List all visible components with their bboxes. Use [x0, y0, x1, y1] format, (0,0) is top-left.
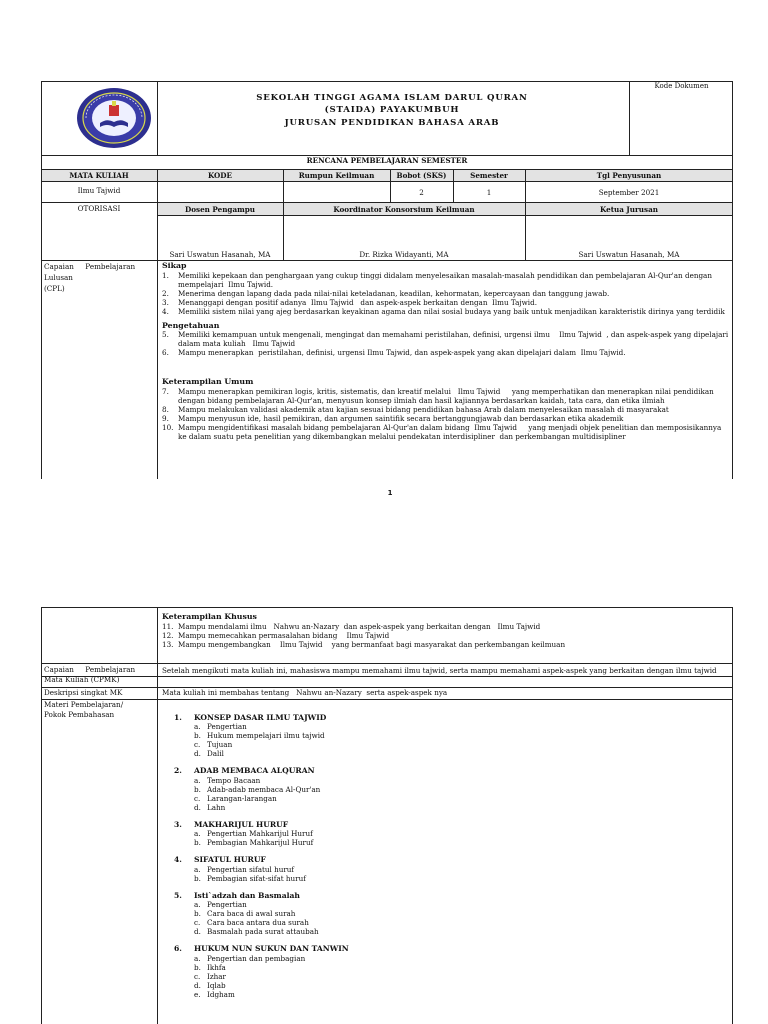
- topic-subitem: [194, 794, 574, 803]
- topic-number: 1.: [174, 713, 182, 722]
- course-bobot: 2: [419, 188, 424, 197]
- list-item: [162, 640, 730, 649]
- item-text: Mampu mendalami ilmu Nahwu an-Nazary dan aspek-aspek yang berkaitan dengan Ilmu Tajwid: [178, 621, 541, 631]
- deskripsi-label: Deskripsi singkat MK: [44, 688, 123, 697]
- materi-topics: [174, 713, 574, 1007]
- ketua-jurusan-label: Ketua Jurusan: [600, 205, 658, 214]
- col-rumpun: Rumpun Keilmuan: [298, 171, 375, 180]
- subitem-letter: a.: [194, 900, 201, 910]
- subitem-text: Izhar: [207, 971, 226, 981]
- topic-subitem: [194, 731, 574, 740]
- subitem-letter: a.: [194, 722, 201, 732]
- topic-number: 3.: [174, 819, 182, 829]
- topic-title-text: KONSEP DASAR ILMU TAJWID: [194, 713, 327, 722]
- topic-subitem: [194, 900, 574, 909]
- subitem-letter: b.: [194, 784, 201, 794]
- topic-subitem: [194, 972, 574, 981]
- item-number: 1.: [162, 270, 169, 280]
- keterampilan-umum-list: [162, 387, 730, 441]
- pengetahuan-heading: Pengetahuan: [162, 320, 220, 330]
- khusus-content: [162, 612, 730, 649]
- topic-subitem: [194, 722, 574, 731]
- subitem-text: Ikhfa: [207, 962, 226, 972]
- item-number: 2.: [162, 288, 169, 298]
- subitem-text: Pengertian dan pembagian: [207, 953, 306, 963]
- topic-subitem: [194, 785, 574, 794]
- subitem-text: Pengertian: [207, 900, 247, 910]
- topic-number: 2.: [174, 766, 182, 776]
- header-line-3: JURUSAN PENDIDIKAN BAHASA ARAB: [284, 117, 500, 128]
- subitem-letter: c.: [194, 971, 201, 981]
- list-item: [162, 348, 730, 357]
- item-number: 5.: [162, 330, 169, 340]
- list-item: [162, 289, 730, 298]
- item-text: Mampu menerapkan peristilahan, definisi, urgensi Ilmu Tajwid, dan aspek-aspek yang akan dipelajari dalam Ilmu Tajwid.: [178, 348, 626, 358]
- topic-subitems: [194, 865, 574, 883]
- topic-subitem: [194, 927, 574, 936]
- subitem-letter: b.: [194, 731, 201, 741]
- topic-title: [174, 944, 574, 953]
- topic-subitem: [194, 838, 574, 847]
- col-kode: KODE: [207, 171, 233, 180]
- topic-subitem: [194, 990, 574, 999]
- topic-block: [174, 891, 574, 936]
- item-number: 10.: [162, 423, 174, 433]
- subitem-text: Hukum mempelajari ilmu tajwid: [207, 731, 325, 741]
- header-line-2: (STAIDA) PAYAKUMBUH: [324, 105, 460, 116]
- pengetahuan-list: [162, 330, 730, 357]
- koordinator-name: Dr. Rizka Widayanti, MA: [359, 250, 449, 259]
- subitem-text: Lahn: [207, 802, 226, 812]
- subitem-text: Pembagian sifat-sifat huruf: [207, 873, 306, 883]
- institution-header: [157, 92, 627, 129]
- sikap-heading: Sikap: [162, 261, 187, 270]
- list-item: [162, 622, 730, 631]
- item-number: 13.: [162, 639, 174, 649]
- topic-subitem: [194, 803, 574, 812]
- subitem-letter: c.: [194, 918, 201, 928]
- topic-title: [174, 766, 574, 775]
- keterampilan-khusus-heading: Keterampilan Khusus: [162, 612, 257, 621]
- topic-subitems: [194, 722, 574, 758]
- subitem-letter: c.: [194, 793, 201, 803]
- subitem-text: Pengertian Mahkarijul Huruf: [207, 829, 313, 839]
- list-item: [162, 387, 730, 405]
- topic-subitems: [194, 776, 574, 812]
- item-text: Mampu menerapkan pemikiran logis, kritis, sistematis, dan kreatif melalui Ilmu Tajwid yang memperhatikan dan menerapkan nilai pendidikan dengan bidang pembelajaran Al-Qur'an, menyusun konsep ilmiah dan hasil kajiannya berdasarkan kaidah, tata cara, dan etika ilmiah: [178, 387, 717, 406]
- item-number: 6.: [162, 348, 169, 358]
- subitem-text: Idgham: [207, 989, 235, 999]
- keterampilan-khusus-list: [162, 622, 730, 649]
- keterampilan-umum-heading: Keterampilan Umum: [162, 377, 254, 387]
- cpl-content: [162, 261, 730, 441]
- subitem-letter: b.: [194, 909, 201, 919]
- topic-block: [174, 855, 574, 882]
- cpl-label: Capaian Pembelajaran Lulusan (CPL): [44, 262, 136, 293]
- subitem-letter: b.: [194, 838, 201, 848]
- dosen-pengampu-label: Dosen Pengampu: [185, 205, 255, 214]
- topic-subitem: [194, 981, 574, 990]
- course-tgl: September 2021: [598, 188, 660, 197]
- subitem-letter: a.: [194, 953, 201, 963]
- subitem-text: Basmalah pada surat attaubah: [207, 927, 319, 937]
- item-number: 11.: [162, 621, 174, 631]
- subitem-letter: a.: [194, 864, 201, 874]
- topic-block: [174, 713, 574, 758]
- subitem-letter: d.: [194, 802, 201, 812]
- list-item: [162, 405, 730, 414]
- sikap-list: [162, 271, 730, 316]
- topic-subitems: [194, 954, 574, 999]
- topic-subitems: [194, 900, 574, 936]
- topic-title: [174, 891, 574, 900]
- topic-number: 6.: [174, 944, 182, 954]
- topic-subitem: [194, 865, 574, 874]
- subitem-text: Pengertian sifatul huruf: [207, 864, 295, 874]
- cpmk-label: Capaian Pembelajaran Mata Kuliah (CPMK): [44, 665, 136, 685]
- course-name: Ilmu Tajwid: [77, 186, 121, 195]
- materi-label: Materi Pembelajaran/ Pokok Pembahasan: [44, 700, 124, 720]
- topic-subitem: [194, 963, 574, 972]
- deskripsi-text: Mata kuliah ini membahas tentang Nahwu an-Nazary serta aspek-aspek nya: [162, 688, 448, 697]
- list-item: [162, 414, 730, 423]
- ketua-name: Sari Uswatun Hasanah, MA: [578, 250, 680, 259]
- topic-subitem: [194, 740, 574, 749]
- item-text: Mampu mengembangkan Ilmu Tajwid yang bermanfaat bagi masyarakat dan perkembangan keilmuan: [178, 639, 566, 649]
- col-semester: Semester: [470, 171, 508, 180]
- item-number: 12.: [162, 630, 174, 640]
- subitem-text: Pembagian Mahkarijul Huruf: [207, 838, 314, 848]
- topic-block: [174, 944, 574, 998]
- item-text: Mampu melakukan validasi akademik atau kajian sesuai bidang pendidikan bahasa Arab dalam menyelesaikan masalah di masyarakat: [178, 405, 669, 415]
- topic-number: 5.: [174, 890, 182, 900]
- otorisasi-label: OTORISASI: [77, 204, 121, 213]
- item-text: Mampu menyusun ide, hasil pemikiran, dan argumen saintifik secara bertanggungjawab dan berdasarkan etika akademik: [178, 414, 624, 424]
- subitem-letter: d.: [194, 749, 201, 759]
- subitem-text: Larangan-larangan: [207, 793, 277, 803]
- list-item: [162, 298, 730, 307]
- list-item: [162, 423, 730, 441]
- topic-subitem: [194, 918, 574, 927]
- topic-block: [174, 766, 574, 811]
- topic-title: [174, 855, 574, 864]
- subitem-letter: d.: [194, 927, 201, 937]
- course-semester: 1: [486, 188, 492, 197]
- institution-logo: [76, 87, 152, 149]
- subitem-letter: e.: [194, 989, 201, 999]
- subitem-text: Cara baca antara dua surah: [207, 918, 309, 928]
- list-item: [162, 271, 730, 289]
- topic-title-text: HUKUM NUN SUKUN DAN TANWIN: [194, 944, 349, 954]
- subitem-text: Tujuan: [207, 740, 233, 750]
- header-line-1: SEKOLAH TINGGI AGAMA ISLAM DARUL QURAN: [256, 93, 528, 103]
- subitem-letter: a.: [194, 829, 201, 839]
- topic-block: [174, 820, 574, 847]
- col-mata-kuliah: MATA KULIAH: [69, 171, 129, 180]
- dosen-name: Sari Uswatun Hasanah, MA: [169, 250, 271, 259]
- topic-subitem: [194, 874, 574, 883]
- cpmk-text: Setelah mengikuti mata kuliah ini, mahasiswa mampu memahami ilmu tajwid, serta mampu memahami aspek-aspek yang berkaitan dengan ilmu tajwid: [162, 666, 717, 675]
- item-text: Mampu memecahkan permasalahan bidang Ilmu Tajwid: [178, 630, 390, 640]
- subitem-text: Cara baca di awal surah: [207, 909, 296, 919]
- subitem-letter: d.: [194, 980, 201, 990]
- list-item: [162, 631, 730, 640]
- topic-title-text: MAKHARIJUL HURUF: [194, 819, 289, 829]
- item-number: 9.: [162, 414, 169, 424]
- item-number: 8.: [162, 405, 169, 415]
- item-text: Menanggapi dengan positif adanya Ilmu Tajwid dan aspek-aspek berkaitan dengan Ilmu Tajwid.: [178, 297, 537, 307]
- topic-title-text: ADAB MEMBACA ALQURAN: [194, 766, 315, 776]
- topic-subitems: [194, 829, 574, 847]
- item-number: 7.: [162, 387, 169, 397]
- topic-subitem: [194, 954, 574, 963]
- col-bobot: Bobot (SKS): [396, 171, 447, 180]
- subitem-letter: b.: [194, 962, 201, 972]
- item-text: Memiliki kemampuan untuk mengenali, mengingat dan memahami peristilahan, definisi, urgensi ilmu Ilmu Tajwid , dan aspek-aspek yang dipelajari dalam mata kuliah Ilmu Tajwid: [178, 330, 731, 349]
- subitem-text: Iqlab: [207, 980, 226, 990]
- subitem-letter: c.: [194, 740, 201, 750]
- item-text: Memiliki kepekaan dan penghargaan yang cukup tinggi didalam menyelesaikan masalah-masalah pendidikan dan pembelajaran Al-Qur'an dengan mempelajari Ilmu Tajwid.: [178, 270, 715, 289]
- subitem-letter: b.: [194, 873, 201, 883]
- list-item: [162, 330, 730, 348]
- topic-title-text: Isti`adzah dan Basmalah: [194, 890, 300, 900]
- topic-title-text: SIFATUL HURUF: [194, 855, 266, 865]
- topic-number: 4.: [174, 855, 182, 865]
- topic-title: [174, 713, 574, 722]
- item-text: Mampu mengidentifikasi masalah bidang pembelajaran Al-Qur'an dalam bidang Ilmu Tajwid yang menjadi objek penelitian dan memposisikannya ke dalam suatu peta penelitian yang dikembangkan melalui pendekatan interdisipliner dan perkembangan multidisipliner: [178, 423, 724, 442]
- topic-subitem: [194, 829, 574, 838]
- item-number: 4.: [162, 306, 169, 316]
- topic-subitem: [194, 776, 574, 785]
- topic-subitem: [194, 749, 574, 758]
- item-text: Memiliki sistem nilai yang ajeg berdasarkan keyakinan agama dan nilai sosial budaya yang baik untuk menjadikan karakteristik dirinya yang terdidik: [178, 306, 725, 316]
- rps-title: RENCANA PEMBELAJARAN SEMESTER: [306, 156, 468, 165]
- subitem-text: Adab-adab membaca Al-Qur'an: [207, 784, 321, 794]
- item-number: 3.: [162, 297, 169, 307]
- list-item: [162, 307, 730, 316]
- koordinator-label: Koordinator Konsorsium Keilmuan: [333, 205, 475, 214]
- subitem-text: Dalil: [207, 749, 224, 759]
- subitem-text: Pengertian: [207, 722, 247, 732]
- subitem-text: Tempo Bacaan: [207, 775, 261, 785]
- topic-title: [174, 820, 574, 829]
- item-text: Menerima dengan lapang dada pada nilai-nilai keteladanan, keadilan, kehormatan, kepercayaan dan tanggung jawab.: [178, 288, 610, 298]
- subitem-letter: a.: [194, 775, 201, 785]
- topic-subitem: [194, 909, 574, 918]
- col-tgl: Tgl Penyusunan: [596, 171, 662, 180]
- doc-code-label: Kode Dokumen: [654, 82, 709, 90]
- page-number: 1: [387, 489, 393, 497]
